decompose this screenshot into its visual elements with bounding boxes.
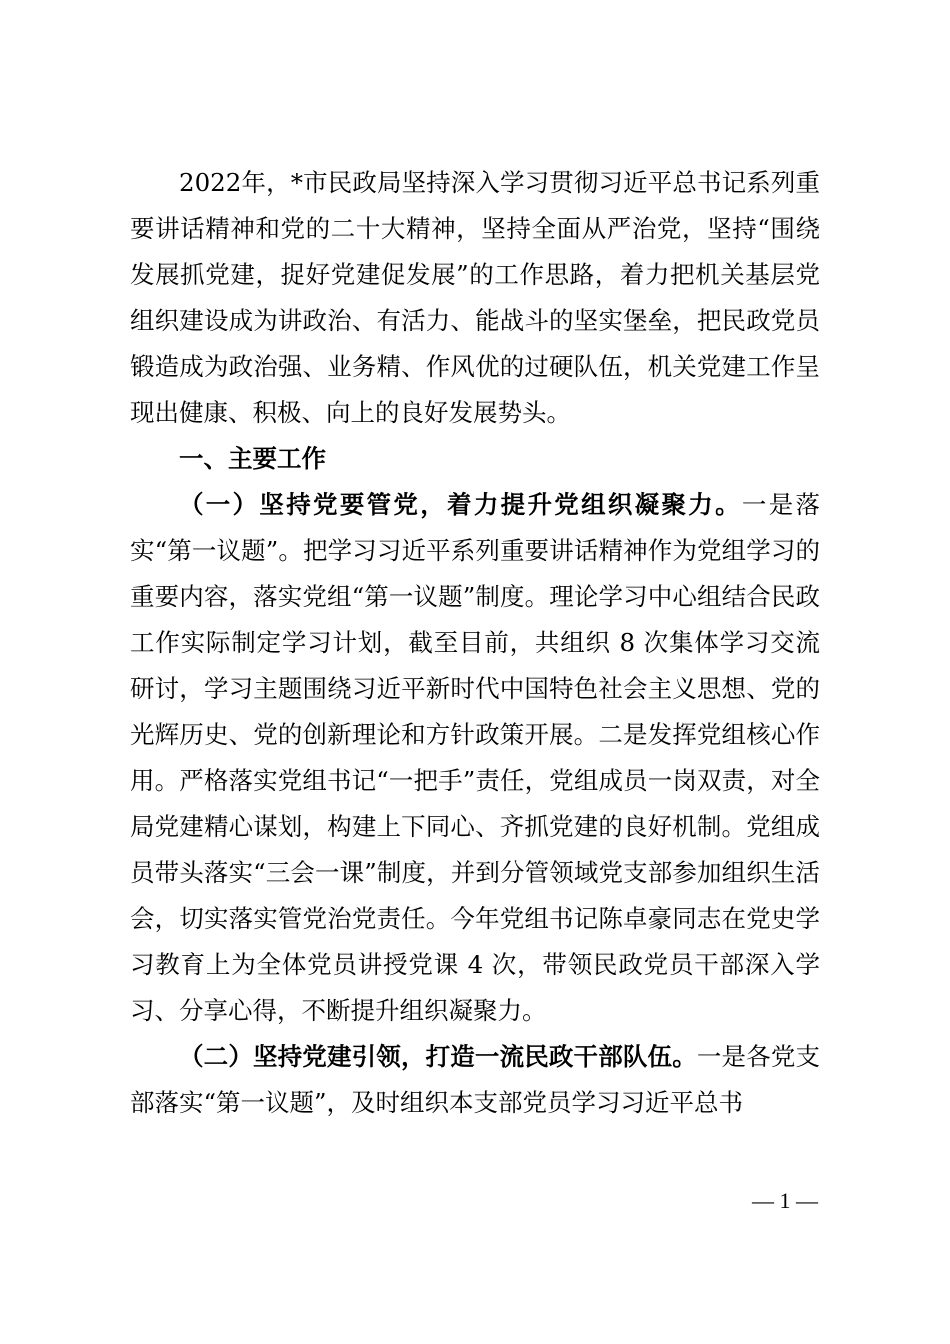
document-body — [130, 160, 820, 1126]
section-heading-main-work: 一、主要工作 — [179, 444, 326, 473]
page-number: — 1 — — [752, 1188, 818, 1213]
section-one-lead: （一）坚持党要管党，着力提升党组织凝聚力。 — [179, 490, 742, 519]
section-one-paragraph — [130, 482, 820, 1034]
section-two-text: 一是各党支部落实“第一议题”，及时组织本支部党员学习习近平总书 — [130, 1042, 820, 1117]
section-two-lead: （二）坚持党建引领，打造一流民政干部队伍。 — [179, 1042, 697, 1071]
intro-paragraph: 2022年，*市民政局坚持深入学习贯彻习近平总书记系列重要讲话精神和党的二十大精神，坚持全面从严治党，坚持“围绕发展抓党建，捉好党建促发展”的工作思路，着力把机关基层党组织建设成为讲政治、有活力、能战斗的坚实堡垒，把民政党员锻造成为政治强、业务精、作风优的过硬队伍，机关党建工作呈现出健康、积极、向上的良好发展势头。 — [130, 168, 820, 427]
section-one-text: 一是落实“第一议题”。把学习习近平系列重要讲话精神作为党组学习的重要内容，落实党组“第一议题”制度。理论学习中心组结合民政工作实际制定学习计划，截至目前，共组织 8 次集体学习交流研讨，学习主题围绕习近平新时代中国特色社会主义思想、党的光辉历史、党的创新理论和方针政策开展。二是发挥党组核心作用。严格落实党组书记“一把手”责任，党组成员一岗双责，对全局党建精心谋划，构建上下同心、齐抓党建的良好机制。党组成员带头落实“三会一课”制度，并到分管领域党支部参加组织生活会，切实落实管党治党责任。今年党组书记陈卓豪同志在党史学习教育上为全体党员讲授党课 4 次，带领民政党员干部深入学习、分享心得，不断提升组织凝聚力。 — [130, 490, 820, 1025]
section-two-paragraph — [130, 1034, 820, 1126]
